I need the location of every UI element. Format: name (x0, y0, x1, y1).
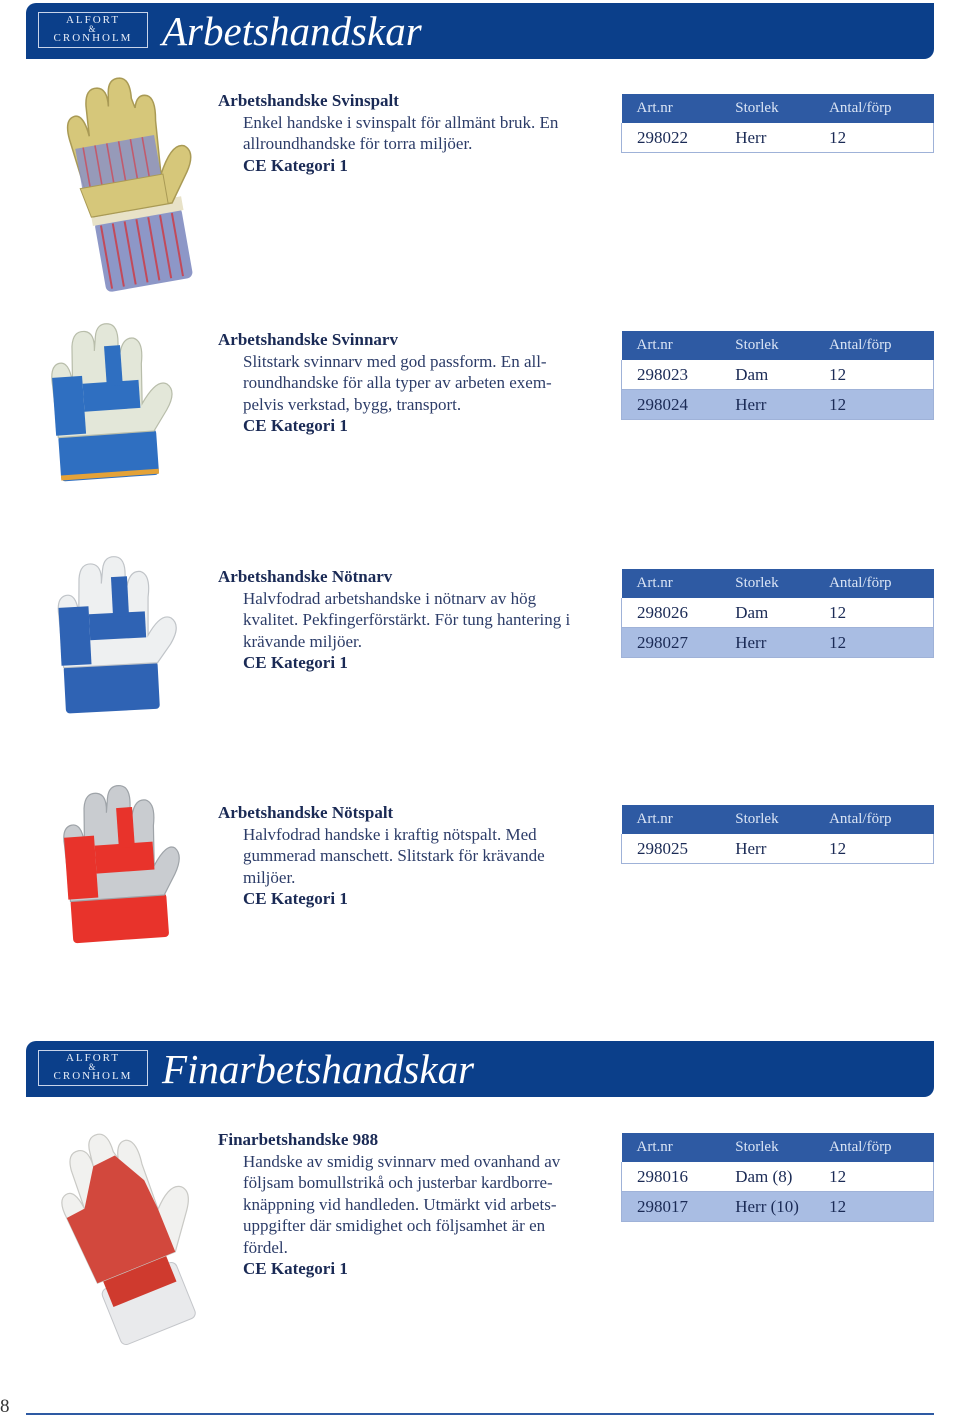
logo-line-2: & (88, 24, 98, 34)
quantity: 12 (829, 598, 933, 628)
ce-category: CE Kategori 1 (243, 889, 348, 908)
footer-rule (26, 1413, 934, 1415)
page-number: 8 (0, 1396, 10, 1417)
quantity: 12 (829, 1162, 933, 1192)
quantity: 12 (829, 834, 933, 864)
quantity: 12 (829, 1192, 933, 1222)
glove-svinnarv-image (34, 322, 184, 484)
col-header-size: Storlek (735, 94, 829, 123)
product-name: Arbetshandske Nötspalt (218, 803, 394, 822)
col-header-qty: Antal/förp (829, 331, 933, 360)
product-table-finarbetshandske (621, 1133, 934, 1222)
product-name: Arbetshandske Svinspalt (218, 91, 399, 110)
glove-notspalt-image (52, 784, 186, 944)
ce-category: CE Kategori 1 (243, 416, 348, 435)
glove-svinspalt-image (28, 72, 208, 297)
product-text-line: uppgifter där smidighet och följsamhet är en (243, 1216, 546, 1235)
product-name: Arbetshandske Svinnarv (218, 330, 398, 349)
quantity: 12 (829, 360, 933, 390)
quantity: 12 (829, 123, 933, 153)
product-description-finarbetshandske (218, 1129, 598, 1280)
table-row (622, 123, 934, 153)
product-name: Arbetshandske Nötnarv (218, 567, 393, 586)
col-header-size: Storlek (735, 569, 829, 598)
table-row (622, 1162, 934, 1192)
size: Herr (10) (735, 1192, 829, 1222)
logo-line-1: ALFORT (65, 14, 121, 26)
ce-category: CE Kategori 1 (243, 1259, 348, 1278)
ce-category: CE Kategori 1 (243, 155, 348, 175)
product-table-notnarv (621, 569, 934, 658)
art-number: 298024 (622, 390, 736, 420)
product-description-notnarv (218, 566, 598, 674)
logo-line-1: ALFORT (65, 1052, 121, 1064)
art-number: 298016 (622, 1162, 736, 1192)
logo-line-3: CRONHOLM (53, 1070, 133, 1082)
product-description-notspalt (218, 802, 598, 910)
product-table-svinspalt (621, 94, 934, 153)
section-banner-arbetshandskar (26, 3, 934, 59)
section-title: Finarbetshandskar (162, 1046, 475, 1092)
product-text-line: kvalitet. Pekfingerförstärkt. För tung hantering i (243, 610, 571, 629)
size: Dam (735, 360, 829, 390)
art-number: 298027 (622, 628, 736, 658)
table-row (622, 628, 934, 658)
product-text-line: Halvfodrad arbetshandske i nötnarv av hög (243, 588, 537, 608)
col-header-qty: Antal/förp (829, 1133, 933, 1162)
product-text-line: miljöer. (243, 867, 296, 887)
col-header-art: Art.nr (622, 94, 736, 123)
size: Herr (735, 628, 829, 658)
col-header-qty: Antal/förp (829, 569, 933, 598)
ce-category: CE Kategori 1 (243, 653, 348, 672)
product-text-line: följsam bomullstrikå och justerbar kardborre- (243, 1173, 553, 1192)
product-text-line: fördel. (243, 1237, 288, 1257)
section-title: Arbetshandskar (162, 8, 422, 54)
logo-line-2: & (88, 1062, 98, 1072)
quantity: 12 (829, 390, 933, 420)
table-row (622, 360, 934, 390)
col-header-size: Storlek (735, 1133, 829, 1162)
product-text-line: pelvis verkstad, bygg, transport. (243, 394, 462, 414)
table-row (622, 598, 934, 628)
glove-notnarv-image (44, 555, 184, 715)
section-banner-finarbetshandskar (26, 1041, 934, 1097)
logo-line-3: CRONHOLM (53, 32, 133, 44)
product-description-svinnarv (218, 329, 598, 437)
size: Herr (735, 834, 829, 864)
col-header-qty: Antal/förp (829, 805, 933, 834)
product-text-line: Enkel handske i svinspalt för allmänt bruk. En (243, 112, 559, 132)
col-header-art: Art.nr (622, 569, 736, 598)
size: Dam (8) (735, 1162, 829, 1192)
product-text-line: roundhandske för alla typer av arbeten exem- (243, 373, 552, 392)
art-number: 298026 (622, 598, 736, 628)
col-header-art: Art.nr (622, 1133, 736, 1162)
table-row (622, 834, 934, 864)
glove-finarbetshandske-image (34, 1126, 224, 1346)
art-number: 298025 (622, 834, 736, 864)
product-name: Finarbetshandske 988 (218, 1130, 379, 1149)
table-row (622, 390, 934, 420)
size: Herr (735, 123, 829, 153)
art-number: 298023 (622, 360, 736, 390)
art-number: 298017 (622, 1192, 736, 1222)
product-text-line: allroundhandske för torra miljöer. (243, 134, 473, 153)
brand-logo (38, 12, 148, 48)
product-description-svinspalt (218, 90, 598, 176)
col-header-size: Storlek (735, 805, 829, 834)
product-table-svinnarv (621, 331, 934, 420)
product-text-line: gummerad manschett. Slitstark för krävande (243, 846, 545, 865)
col-header-qty: Antal/förp (829, 94, 933, 123)
col-header-art: Art.nr (622, 805, 736, 834)
product-text-line: Slitstark svinnarv med god passform. En all- (243, 351, 547, 371)
col-header-art: Art.nr (622, 331, 736, 360)
brand-logo (38, 1050, 148, 1086)
product-text-line: Handske av smidig svinnarv med ovanhand av (243, 1151, 561, 1171)
table-row (622, 1192, 934, 1222)
size: Dam (735, 598, 829, 628)
art-number: 298022 (622, 123, 736, 153)
col-header-size: Storlek (735, 331, 829, 360)
product-text-line: krävande miljöer. (243, 631, 362, 651)
product-text-line: knäppning vid handleden. Utmärkt vid arbets- (243, 1194, 557, 1214)
product-table-notspalt (621, 805, 934, 864)
product-text-line: Halvfodrad handske i kraftig nötspalt. Med (243, 824, 537, 844)
quantity: 12 (829, 628, 933, 658)
size: Herr (735, 390, 829, 420)
